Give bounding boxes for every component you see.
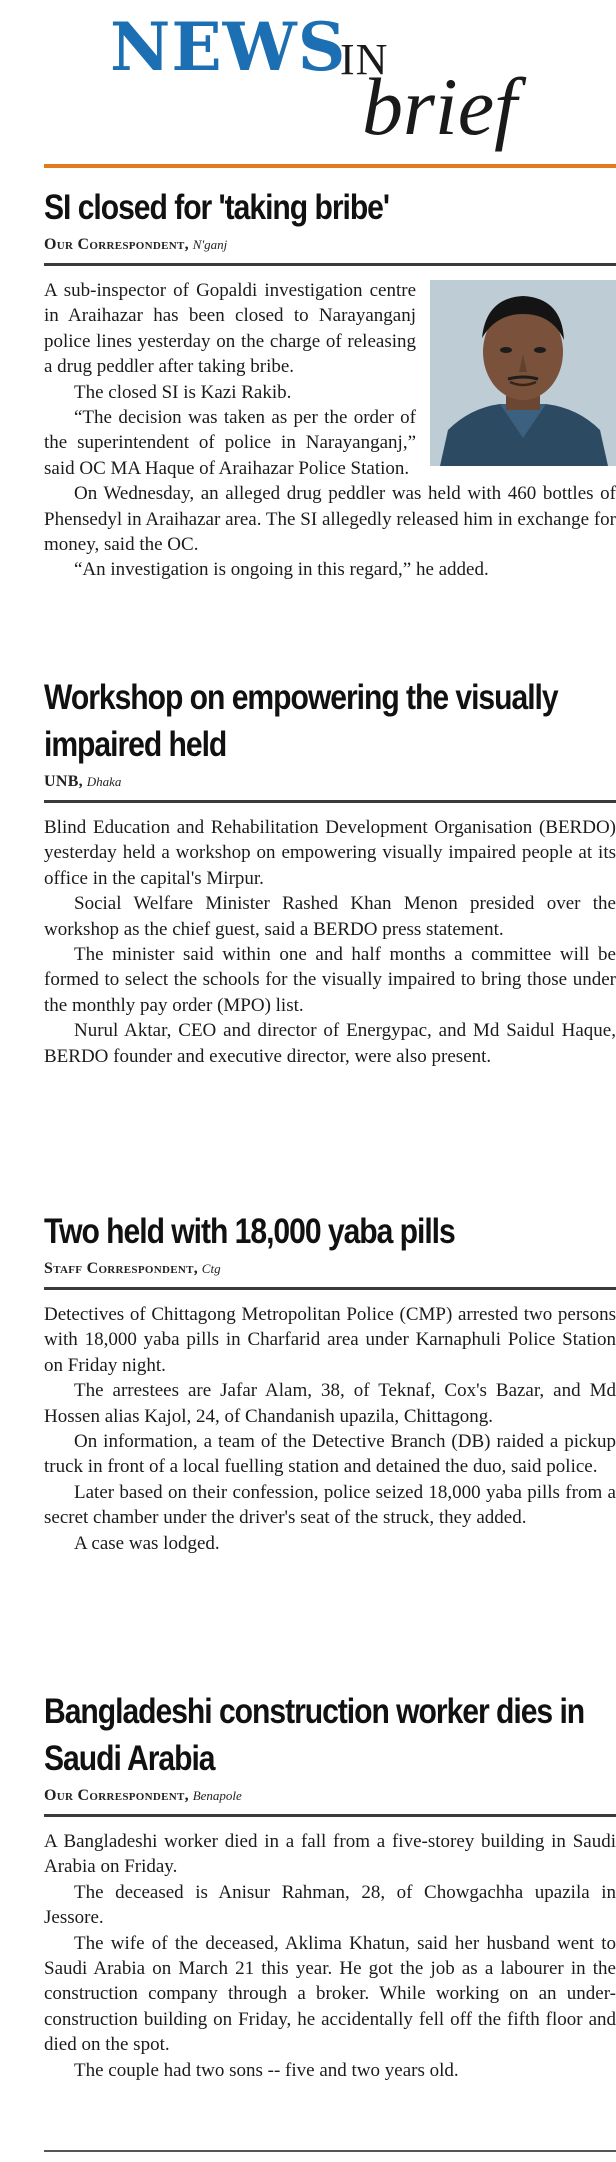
- byline-rule: [44, 800, 616, 803]
- story-byline: [44, 772, 616, 792]
- paragraph: The minister said within one and half months a committee will be formed to select the schools for the visually impaired to bring those under the monthly pay order (MPO) list.: [44, 944, 616, 1016]
- paragraph: Later based on their confession, police seized 18,000 yaba pills from a secret chamber under the driver's seat of the struck, they added.: [44, 1481, 616, 1529]
- masthead-news: NEWS: [110, 8, 347, 86]
- paragraph: The arrestees are Jafar Alam, 38, of Teknaf, Cox's Bazar, and Md Hossen alias Kajol, 24, of Chandanish upazila, Chittagong.: [44, 1380, 616, 1427]
- paragraph: A Bangladeshi worker died in a fall from a five-storey building in Saudi Arabia on Friday.: [44, 1831, 616, 1878]
- paragraph: Nurul Aktar, CEO and director of Energypac, and Md Saidul Haque, BERDO founder and executive director, were also present.: [44, 1020, 616, 1067]
- officer-photo: [430, 280, 616, 466]
- paragraph: Social Welfare Minister Rashed Khan Menon presided over the workshop as the chief guest, said a BERDO press statement.: [44, 893, 616, 940]
- paragraph: “An investigation is ongoing in this regard,” he added.: [74, 559, 489, 581]
- byline-location: Dhaka: [86, 774, 122, 789]
- story-si-closed: [44, 184, 616, 583]
- byline-location: Ctg: [201, 1261, 221, 1276]
- story-byline: [44, 1786, 616, 1806]
- paragraph: The deceased is Anisur Rahman, 28, of Chowgachha upazila in Jessore.: [44, 1881, 616, 1929]
- paragraph: Blind Education and Rehabilitation Development Organisation (BERDO) yesterday held a workshop on empowering visually impaired people at its office in the capital's Mirpur.: [44, 817, 616, 889]
- story-body: [44, 1829, 616, 2083]
- byline-location: N'ganj: [192, 237, 228, 252]
- paragraph: A sub-inspector of Gopaldi investigation centre in Araihazar has been closed to Narayanganj police lines yesterday on the charge of releasing a drug peddler after taking bribe.: [44, 280, 416, 378]
- masthead-in: IN: [340, 35, 389, 84]
- officer-portrait-graphic: [430, 280, 616, 466]
- story-body: [44, 1302, 616, 1556]
- story-berdo-workshop: [44, 674, 616, 1069]
- paragraph: A case was lodged.: [74, 1532, 220, 1554]
- byline-rule: [44, 1287, 616, 1290]
- story-headline: SI closed for 'taking bribe': [44, 188, 390, 227]
- story-yaba-pills: [44, 1208, 616, 1556]
- masthead-brief: brief: [362, 61, 517, 152]
- masthead-rule: [44, 164, 616, 168]
- paragraph: The wife of the deceased, Aklima Khatun, said her husband went to Saudi Arabia on March 21 this year. He got the job as a labourer in the construction company through a broker. While working on an under-construction building on Friday, he accidentally fell off the fifth floor and died on the spot.: [44, 1932, 616, 2056]
- paragraph: On Wednesday, an alleged drug peddler was held with 460 bottles of Phensedyl in Araihazar area. The SI allegedly released him in exchange for money, said the OC.: [44, 483, 616, 556]
- byline-source: Our Correspondent,: [44, 236, 189, 253]
- paragraph: On information, a team of the Detective Branch (DB) raided a pickup truck in front of a local fuelling station and detained the duo, said police.: [44, 1431, 616, 1478]
- byline-location: Benapole: [192, 1788, 242, 1803]
- story-body: [44, 815, 616, 1069]
- bottom-rule: [44, 2150, 616, 2152]
- paragraph: “The decision was taken as per the order of the superintendent of police in Narayanganj,” said OC MA Haque of Araihazar Police Station.: [44, 407, 416, 479]
- byline-source: Staff Correspondent,: [44, 1260, 199, 1277]
- paragraph: The couple had two sons -- five and two years old.: [74, 2059, 459, 2081]
- byline-rule: [44, 1814, 616, 1817]
- story-byline: [44, 1259, 616, 1279]
- byline-rule: [44, 263, 616, 266]
- story-body: [44, 278, 616, 583]
- masthead: [0, 0, 616, 170]
- story-saudi-worker: [44, 1688, 616, 2083]
- story-headline: Bangladeshi construction worker dies in Saudi Arabia: [44, 1692, 585, 1778]
- paragraph: The closed SI is Kazi Rakib.: [74, 381, 292, 403]
- story-headline: Two held with 18,000 yaba pills: [44, 1212, 455, 1251]
- story-byline: [44, 235, 616, 255]
- byline-source: UNB,: [44, 773, 83, 790]
- story-headline: Workshop on empowering the visually impaired held: [44, 678, 558, 764]
- paragraph: Detectives of Chittagong Metropolitan Police (CMP) arrested two persons with 18,000 yaba pills in Charfarid area under Karnaphuli Police Station on Friday night.: [44, 1304, 616, 1376]
- byline-source: Our Correspondent,: [44, 1787, 189, 1804]
